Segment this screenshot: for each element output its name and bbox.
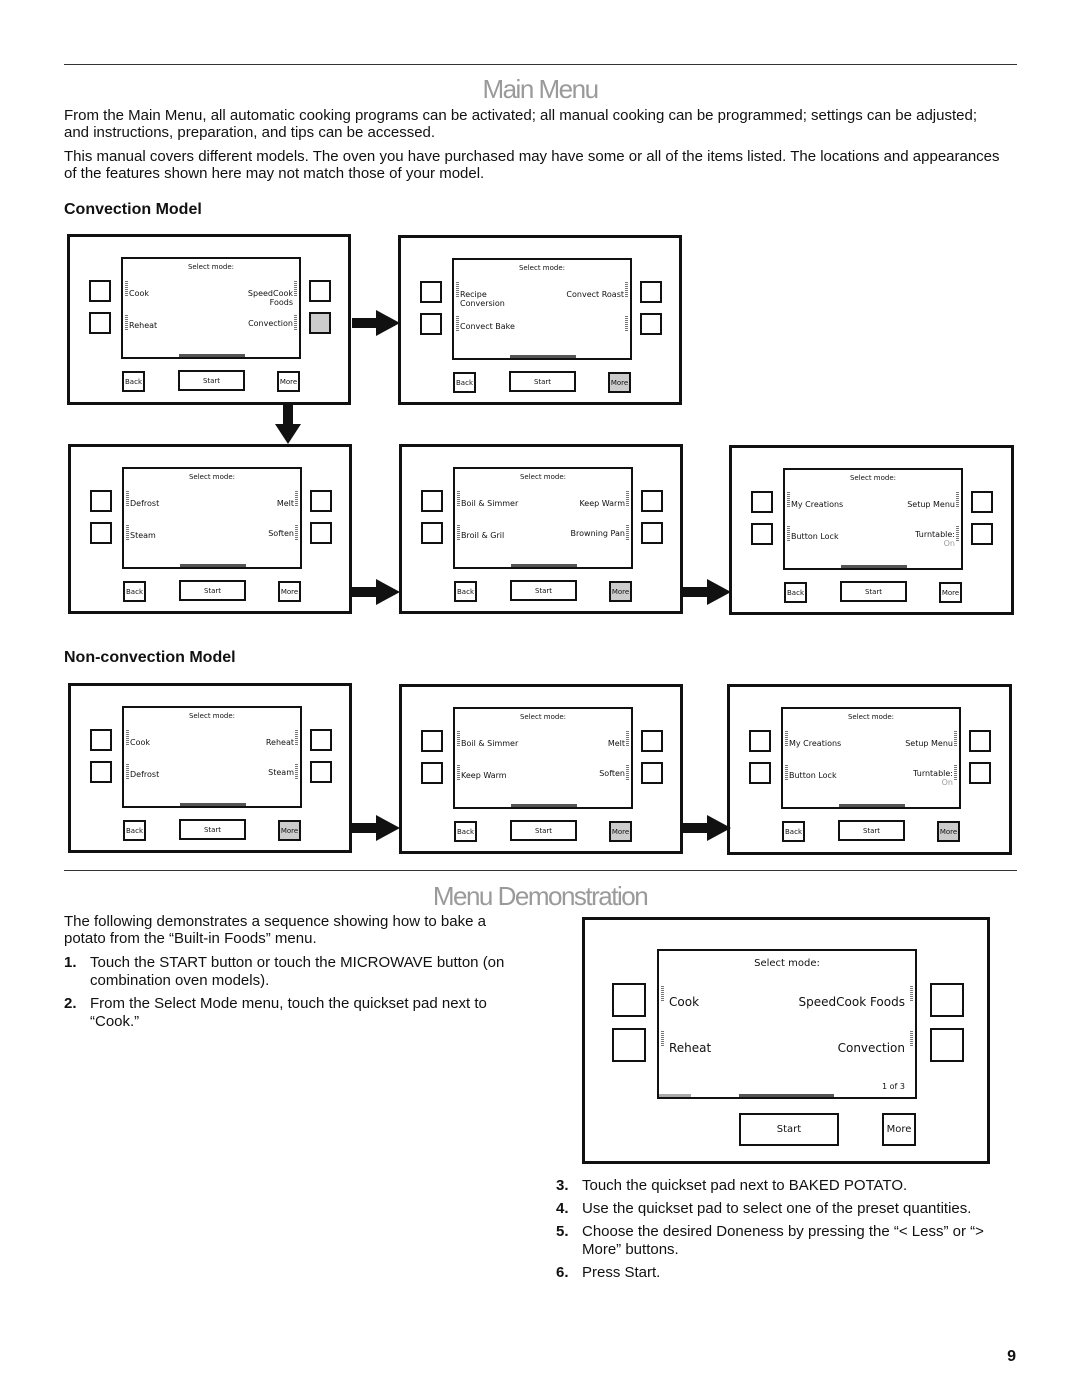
scroll-tick — [456, 282, 459, 298]
quickset-pad-right-bottom[interactable] — [641, 762, 663, 784]
control-panel — [729, 445, 1014, 615]
quickset-pad-left-top[interactable] — [421, 730, 443, 752]
page-indicator: 1 of 3 — [882, 1082, 905, 1091]
display-screen — [781, 707, 961, 809]
quickset-pad-left-bottom[interactable] — [421, 762, 443, 784]
display-screen — [122, 467, 302, 569]
display-screen — [452, 258, 632, 360]
quickset-pad-left-bottom[interactable] — [612, 1028, 646, 1062]
start-button[interactable]: Start — [838, 820, 905, 841]
scroll-tick — [785, 731, 788, 747]
scroll-tick — [626, 525, 629, 541]
control-panel — [399, 444, 683, 614]
option-reheat[interactable]: Reheat — [669, 1041, 712, 1055]
control-panel — [68, 683, 352, 853]
scroll-tick — [457, 765, 460, 781]
scroll-tick — [956, 492, 959, 508]
quickset-pad-left-bottom[interactable] — [90, 761, 112, 783]
step-4: 4. Use the quickset pad to select one of the preset quantities. — [556, 1200, 972, 1217]
scroll-bar — [180, 803, 246, 806]
control-panel — [399, 684, 683, 854]
display-screen — [783, 468, 963, 570]
option-top-right[interactable]: Melt — [607, 739, 625, 748]
screen-title: Select mode: — [519, 473, 567, 481]
screen-title: Select mode: — [188, 712, 236, 720]
scroll-bar — [510, 355, 576, 358]
quickset-pad-right-bottom[interactable] — [309, 312, 331, 334]
option-bottom-left[interactable]: Broil & Gril — [461, 531, 505, 540]
scroll-tick — [295, 730, 298, 746]
scroll-tick — [626, 731, 629, 747]
option-bottom-right[interactable]: Turntable: — [913, 769, 953, 778]
scroll-bar — [739, 1094, 834, 1097]
screen-title: Select mode: — [847, 713, 895, 721]
start-button[interactable]: Start — [739, 1113, 839, 1146]
start-button[interactable]: Start — [510, 580, 577, 601]
more-button[interactable]: More — [609, 581, 632, 602]
option-bottom-right[interactable]: Steam — [268, 768, 294, 777]
scroll-tick — [956, 526, 959, 542]
scroll-tick — [787, 526, 790, 542]
scroll-tick — [785, 765, 788, 781]
arrow-right-icon — [683, 579, 731, 605]
scroll-tick — [457, 525, 460, 541]
scroll-tick — [295, 491, 298, 507]
scroll-tick — [295, 525, 298, 541]
quickset-pad-right-top[interactable] — [309, 280, 331, 302]
arrow-right-icon — [352, 310, 400, 336]
more-button[interactable]: More — [278, 581, 301, 602]
more-button[interactable]: More — [278, 820, 301, 841]
start-button[interactable]: Start — [509, 371, 576, 392]
screen-title: Select mode: — [849, 474, 897, 482]
more-button[interactable]: More — [939, 582, 962, 603]
step-5: 5. Choose the desired Doneness by pressing the “< Less” or “> More” buttons. — [556, 1223, 984, 1258]
option-top-left[interactable]: Recipe Conversion — [460, 290, 505, 308]
back-button[interactable]: Back — [454, 821, 477, 842]
option-bottom-right[interactable]: Soften — [599, 769, 625, 778]
step-6: 6. Press Start. — [556, 1264, 661, 1281]
quickset-pad-right-bottom[interactable] — [310, 761, 332, 783]
back-button[interactable]: Back — [123, 581, 146, 602]
quickset-pad-left-bottom[interactable] — [421, 522, 443, 544]
convection-heading: Convection Model — [64, 201, 202, 218]
option-top-left[interactable]: Cook — [130, 738, 151, 747]
control-panel — [398, 235, 682, 405]
start-button[interactable]: Start — [510, 820, 577, 841]
back-button[interactable]: Back — [782, 821, 805, 842]
main-menu-title: Main Menu — [482, 74, 598, 104]
step-3: 3. Touch the quickset pad next to BAKED POTATO. — [556, 1177, 908, 1194]
option-bottom-right[interactable]: Soften — [268, 529, 294, 538]
start-button[interactable]: Start — [179, 580, 246, 601]
screen-title: Select mode: — [188, 473, 236, 481]
page-number: 9 — [1007, 1348, 1016, 1365]
quickset-pad-right-bottom[interactable] — [310, 522, 332, 544]
option-top-right[interactable]: SpeedCook Foods — [247, 289, 293, 307]
option-bottom-left[interactable]: Defrost — [130, 770, 160, 779]
scroll-tick — [125, 281, 128, 297]
quickset-pad-right-bottom[interactable] — [969, 762, 991, 784]
scroll-tick — [457, 491, 460, 507]
scroll-tick — [661, 1031, 664, 1047]
step-2: 2. From the Select Mode menu, touch the quickset pad next to “Cook.” — [64, 995, 487, 1030]
option-top-left[interactable]: Cook — [129, 289, 150, 298]
demo-control-panel — [582, 917, 990, 1164]
back-button[interactable]: Back — [122, 371, 145, 392]
nonconvection-heading: Non-convection Model — [64, 649, 236, 666]
scroll-tick — [295, 764, 298, 780]
option-bottom-left[interactable]: Reheat — [129, 321, 158, 330]
quickset-pad-right-top[interactable] — [310, 490, 332, 512]
quickset-pad-left-top[interactable] — [420, 281, 442, 303]
option-top-left[interactable]: Defrost — [130, 499, 160, 508]
quickset-pad-right-bottom[interactable] — [971, 523, 993, 545]
quickset-pad-right-top[interactable] — [971, 491, 993, 513]
more-button[interactable]: More — [937, 821, 960, 842]
option-bottom-left[interactable]: Button Lock — [791, 532, 839, 541]
scroll-bar — [511, 804, 577, 807]
quickset-pad-left-bottom[interactable] — [90, 522, 112, 544]
control-panel — [68, 444, 352, 614]
option-convection[interactable]: Convection — [837, 1041, 905, 1055]
scroll-tick — [910, 986, 913, 1002]
menu-demonstration-title: Menu Demonstration — [432, 881, 648, 911]
scroll-tick — [294, 315, 297, 331]
demo-intro: The following demonstrates a sequence showing how to bake a potato from the “Built-in Foods” menu. — [64, 913, 486, 947]
scroll-tick — [126, 764, 129, 780]
scroll-tick — [294, 281, 297, 297]
top-rule — [64, 64, 1017, 65]
option-top-left[interactable]: Boil & Simmer — [461, 739, 519, 748]
option-top-right[interactable]: Convect Roast — [566, 290, 624, 299]
arrow-right-icon — [683, 815, 731, 841]
scroll-tick — [457, 731, 460, 747]
option-speedcook-foods[interactable]: SpeedCook Foods — [798, 995, 905, 1009]
control-panel — [67, 234, 351, 405]
quickset-pad-left-top[interactable] — [612, 983, 646, 1017]
option-bottom-left[interactable]: Button Lock — [789, 771, 837, 780]
quickset-pad-left-bottom[interactable] — [749, 762, 771, 784]
back-button[interactable]: Back — [784, 582, 807, 603]
option-cook[interactable]: Cook — [669, 995, 700, 1009]
scroll-tick — [625, 282, 628, 298]
back-button[interactable]: Back — [123, 820, 146, 841]
scroll-tick — [625, 316, 628, 332]
scroll-tick — [626, 491, 629, 507]
quickset-pad-left-top[interactable] — [90, 490, 112, 512]
quickset-pad-left-top[interactable] — [90, 729, 112, 751]
scroll-tick — [626, 765, 629, 781]
scroll-tick — [126, 730, 129, 746]
option-top-right[interactable]: Setup Menu — [905, 739, 953, 748]
quickset-pad-left-top[interactable] — [421, 490, 443, 512]
arrow-right-icon — [352, 815, 400, 841]
option-top-left[interactable]: My Creations — [789, 739, 842, 748]
scroll-bar — [839, 804, 905, 807]
option-top-right[interactable]: Keep Warm — [579, 499, 625, 508]
quickset-pad-left-top[interactable] — [751, 491, 773, 513]
demo-screen — [657, 949, 917, 1099]
display-screen — [121, 257, 301, 359]
quickset-pad-left-bottom[interactable] — [420, 313, 442, 335]
quickset-pad-right-top[interactable] — [310, 729, 332, 751]
scroll-tick — [954, 731, 957, 747]
quickset-pad-right-top[interactable] — [641, 730, 663, 752]
step-1: 1. Touch the START button or touch the MICROWAVE button (on combination oven models). — [64, 954, 505, 989]
quickset-pad-right-top[interactable] — [641, 490, 663, 512]
intro-paragraph-2: This manual covers different models. The oven you have purchased may have some or all of the items listed. The locations and appearances of the features shown here may not match those of your model. — [64, 148, 1000, 182]
option-bottom-right-value: On — [941, 778, 953, 787]
scroll-bar — [841, 565, 907, 568]
quickset-pad-right-top[interactable] — [930, 983, 964, 1017]
start-button[interactable]: Start — [178, 370, 245, 391]
option-bottom-right-value: On — [943, 539, 955, 548]
more-button[interactable]: More — [277, 371, 300, 392]
scroll-tick — [954, 765, 957, 781]
screen-title: Select mode: — [754, 958, 820, 969]
scroll-tick — [910, 1031, 913, 1047]
quickset-pad-left-top[interactable] — [89, 280, 111, 302]
quickset-pad-right-top[interactable] — [969, 730, 991, 752]
scroll-tick — [456, 316, 459, 332]
quickset-pad-right-bottom[interactable] — [641, 522, 663, 544]
quickset-pad-right-top[interactable] — [640, 281, 662, 303]
scroll-bar — [180, 564, 246, 567]
control-panel — [727, 684, 1012, 855]
intro-paragraph-1: From the Main Menu, all automatic cooking programs can be activated; all manual cooking can be programmed; settings can be adjusted; and instructions, preparation, and tips can be accessed. — [64, 107, 977, 141]
scroll-bar — [179, 354, 245, 357]
arrow-down-icon — [275, 404, 301, 444]
scroll-bar — [659, 1094, 691, 1097]
option-bottom-right[interactable]: Browning Pan — [570, 529, 625, 538]
more-button[interactable]: More — [608, 372, 631, 393]
start-button[interactable]: Start — [840, 581, 907, 602]
quickset-pad-right-bottom[interactable] — [640, 313, 662, 335]
option-bottom-left[interactable]: Convect Bake — [460, 322, 515, 331]
scroll-tick — [661, 986, 664, 1002]
screen-title: Select mode: — [518, 264, 566, 272]
option-top-left[interactable]: My Creations — [791, 500, 844, 509]
option-top-right[interactable]: Reheat — [265, 738, 294, 747]
quickset-pad-left-bottom[interactable] — [89, 312, 111, 334]
back-button[interactable]: Back — [453, 372, 476, 393]
start-button[interactable]: Start — [179, 819, 246, 840]
option-top-right[interactable]: Melt — [276, 499, 294, 508]
scroll-tick — [126, 491, 129, 507]
demo-rule — [64, 870, 1017, 871]
screen-title: Select mode: — [187, 263, 235, 271]
option-bottom-left[interactable]: Steam — [130, 531, 156, 540]
more-button[interactable]: More — [882, 1113, 916, 1146]
more-button[interactable]: More — [609, 821, 632, 842]
quickset-pad-right-bottom[interactable] — [930, 1028, 964, 1062]
scroll-tick — [787, 492, 790, 508]
screen-title: Select mode: — [519, 713, 567, 721]
quickset-pad-left-top[interactable] — [749, 730, 771, 752]
scroll-tick — [125, 315, 128, 331]
back-button[interactable]: Back — [454, 581, 477, 602]
scroll-tick — [126, 525, 129, 541]
display-screen — [122, 706, 302, 808]
scroll-bar — [511, 564, 577, 567]
option-bottom-left[interactable]: Keep Warm — [461, 771, 507, 780]
display-screen — [453, 707, 633, 809]
display-screen — [453, 467, 633, 569]
option-top-right[interactable]: Setup Menu — [907, 500, 955, 509]
option-bottom-right[interactable]: Convection — [248, 319, 293, 328]
arrow-right-icon — [352, 579, 400, 605]
option-top-left[interactable]: Boil & Simmer — [461, 499, 519, 508]
quickset-pad-left-bottom[interactable] — [751, 523, 773, 545]
option-bottom-right[interactable]: Turntable: — [915, 530, 955, 539]
